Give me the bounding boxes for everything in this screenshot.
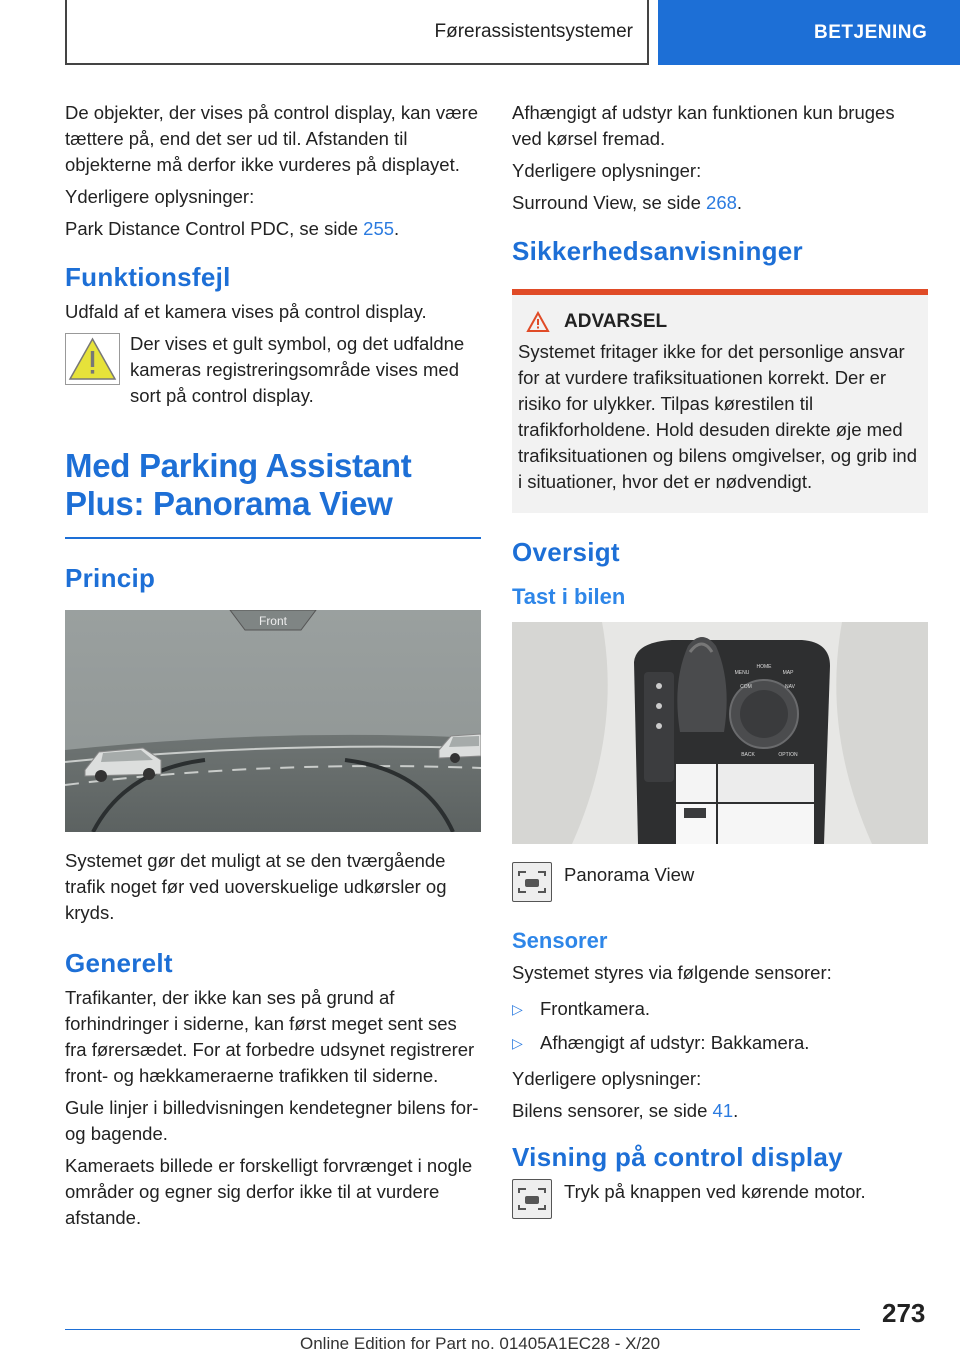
cross-reference-paragraph: Bilens sensorer, se side 41. — [512, 1100, 739, 1121]
panorama-view-button-row-2 — [512, 1179, 928, 1219]
reference-text: Surround View, se side — [512, 192, 707, 213]
footer-divider — [65, 1329, 860, 1330]
reference-text: Bilens sensorer, se side — [512, 1100, 713, 1121]
heading-princip: Princip — [65, 563, 156, 593]
warning-box — [512, 289, 928, 513]
center-console-figure — [512, 622, 928, 844]
sensor-list — [512, 992, 928, 1060]
heading-generelt: Generelt — [65, 948, 173, 978]
heading-tast-i-bilen: Tast i bilen — [512, 584, 626, 609]
heading-main: Med Parking Assistant Plus: Panorama View — [65, 447, 481, 539]
page-link[interactable]: 41 — [712, 1100, 734, 1121]
list-item-text: Afhængigt af udstyr: Bakkamera. — [540, 1032, 810, 1053]
heading-oversigt: Oversigt — [512, 537, 620, 567]
header-chapter-tab[interactable] — [658, 0, 960, 65]
footer-edition: Online Edition for Part no. 01405A1EC28 - X/20 — [300, 1334, 661, 1353]
console-com-label: COM — [740, 684, 752, 690]
panorama-view-figure — [65, 610, 481, 832]
page-number: 273 — [882, 1298, 926, 1328]
front-label: Front — [258, 614, 288, 628]
cross-reference-paragraph: Park Distance Control PDC, se side 255. — [65, 218, 400, 239]
left-column — [65, 100, 481, 1237]
paragraph: Kameraets billede er forskelligt forvrænget i nogle områder og egner sig derfor ikke til at vurdere afstande. — [65, 1155, 473, 1228]
warning-text: Systemet fritager ikke for det personlige ansvar for at vurdere trafiksituationen korrekt. Der er risiko for ulykker. Tilpas kørestilen til trafikforholdene. Hold desuden direkte øje med trafiksituationen og bilens omgivelser, og grib ind i situationer, hvor det er nødvendigt. — [518, 341, 918, 492]
page-link[interactable]: 255 — [363, 218, 395, 239]
instruction-text: Tryk på knappen ved kørende motor. — [564, 1181, 866, 1202]
console-back-label: BACK — [741, 752, 755, 758]
paragraph: Trafikanter, der ikke kan ses på grund af forhindringer i siderne, kan først meget sent ses fra førersædet. For at forbedre udsynet registrerer front- og hækkameraerne trafikken til siderne. — [65, 987, 475, 1086]
right-column — [512, 100, 928, 1219]
chapter-label: BETJENING — [814, 21, 928, 43]
heading-funktionsfejl: Funktionsfejl — [65, 262, 231, 292]
symbol-description: Der vises et gult symbol, og det udfaldne kameras registreringsområde vises med sort på control display. — [130, 333, 465, 406]
panorama-view-label: Panorama View — [564, 864, 695, 885]
warning-symbol-icon — [65, 333, 120, 385]
console-nav-label: NAV — [785, 684, 795, 690]
header-section-title — [65, 0, 649, 65]
panorama-view-illustration — [65, 610, 481, 832]
console-menu-label: MENU — [734, 670, 750, 676]
panorama-view-button-icon[interactable] — [512, 1179, 552, 1219]
console-home-label: HOME — [756, 664, 772, 670]
console-map-label: MAP — [782, 670, 794, 676]
warning-triangle-icon — [526, 311, 550, 333]
reference-text: Park Distance Control PDC, se side — [65, 218, 364, 239]
paragraph: Yderligere oplysninger: — [65, 186, 255, 207]
paragraph: Systemet gør det muligt at se den tværgående trafik noget før ved uoverskuelige udkørsler og kryds. — [65, 850, 447, 923]
bullet-triangle-icon: ▷ — [512, 1001, 523, 1017]
center-console-illustration — [512, 622, 928, 844]
panorama-view-button-icon[interactable] — [512, 862, 552, 902]
paragraph: Afhængigt af udstyr kan funktionen kun bruges ved kørsel fremad. — [512, 102, 895, 149]
list-item-text: Frontkamera. — [540, 998, 651, 1019]
list-item — [512, 1026, 928, 1060]
heading-sensorer: Sensorer — [512, 928, 608, 953]
paragraph: De objekter, der vises på control display, kan være tættere på, end det ser ud til. Afstanden til objekterne må derfor ikke vurderes på displayet. — [65, 102, 479, 175]
list-item — [512, 992, 928, 1026]
page-link[interactable]: 268 — [706, 192, 737, 213]
cross-reference-paragraph: Surround View, se side 268. — [512, 192, 743, 213]
heading-visning: Visning på control display — [512, 1142, 843, 1172]
paragraph: Yderligere oplysninger: — [512, 1068, 702, 1089]
paragraph: Systemet styres via følgende sensorer: — [512, 962, 832, 983]
warning-symbol-row — [65, 331, 481, 409]
panorama-view-button-row — [512, 862, 928, 902]
warning-title: ADVARSEL — [564, 311, 668, 332]
section-label: Førerassistentsystemer — [434, 20, 633, 42]
paragraph: Yderligere oplysninger: — [512, 160, 702, 181]
paragraph: Gule linjer i billedvisningen kendetegner bilens for- og bagende. — [65, 1097, 479, 1144]
bullet-triangle-icon: ▷ — [512, 1035, 523, 1051]
warning-header — [518, 311, 922, 333]
console-option-label: OPTION — [778, 752, 798, 758]
heading-sikkerhedsanvisninger: Sikkerhedsanvisninger — [512, 236, 803, 266]
paragraph: Udfald af et kamera vises på control display. — [65, 301, 427, 322]
